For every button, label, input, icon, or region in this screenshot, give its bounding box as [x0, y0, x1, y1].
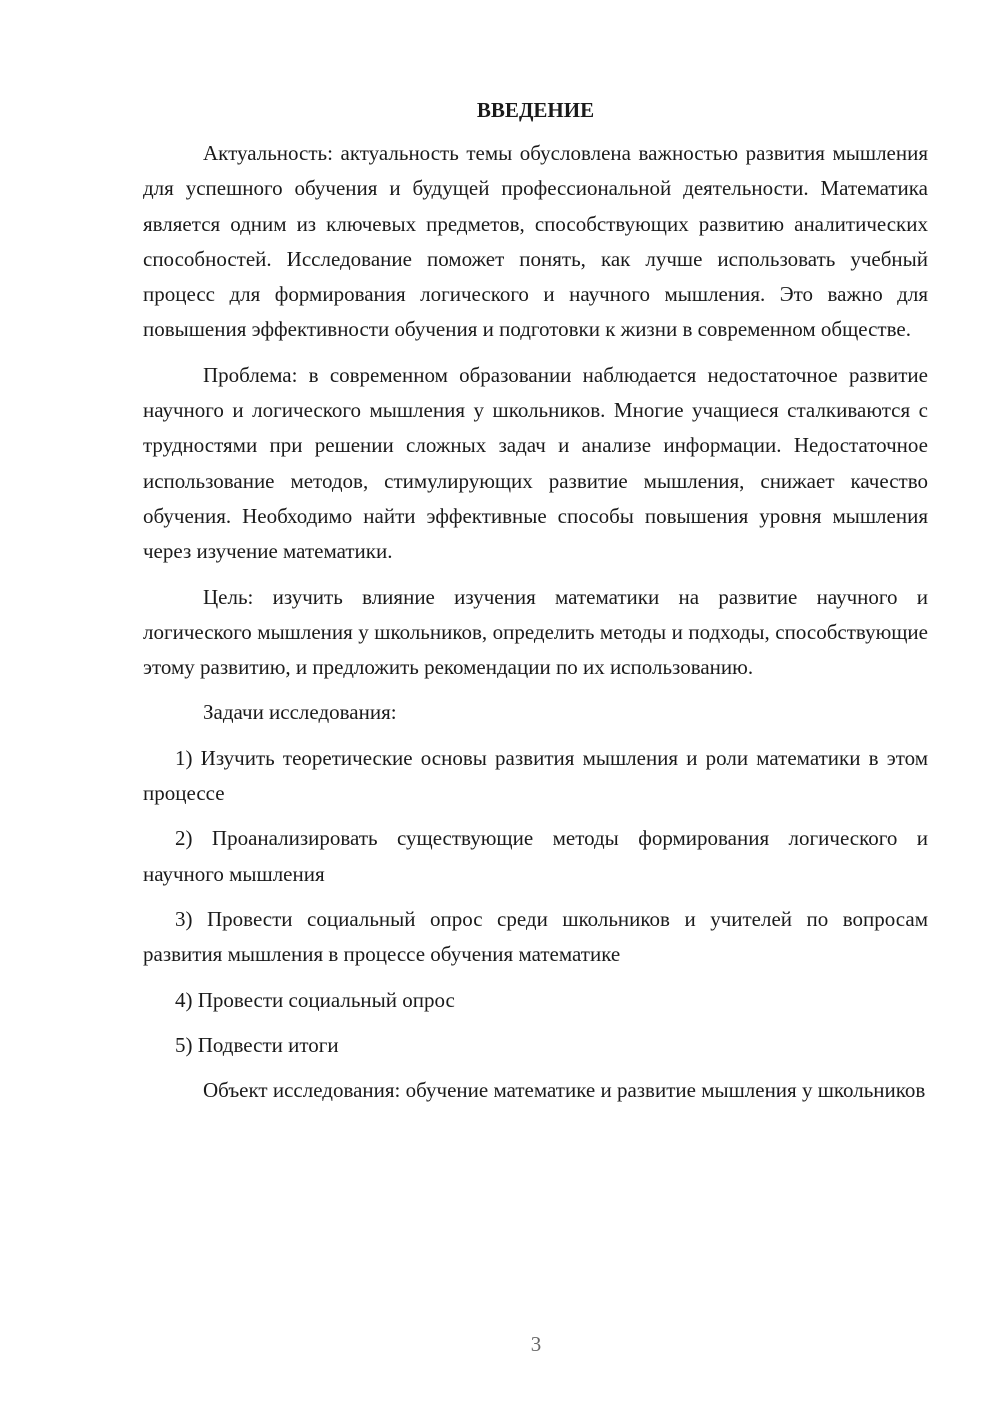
list-item: 4) Провести социальный опрос [175, 987, 455, 1012]
list-item: 1) Изучить теоретические основы развития мышления и роли математики в этом процессе [143, 745, 928, 806]
tasks-list [143, 741, 928, 1063]
list-item: 2) Проанализировать существующие методы формирования логического и научного мышления [143, 826, 928, 886]
page-title: ВВЕДЕНИЕ [476, 98, 595, 122]
paragraph-relevance: Актуальность: актуальность темы обусловлена важностью развития мышления для успешного обучения и будущей профессиональной деятельности. Математика является одним из ключевых предметов, способствующих развитию аналитических способностей. Исследование поможет понять, как лучше использовать учебный процесс для формирования логического и научного мышления. Это важно для повышения эффективности обучения и подготовки к жизни в современном обществе. [143, 141, 928, 342]
tasks-heading: Задачи исследования: [203, 700, 397, 725]
document-page [143, 90, 928, 1118]
paragraph-problem: Проблема: в современном образовании наблюдается недостаточное развитие научного и логического мышления у школьников. Многие учащиеся сталкиваются с трудностями при решении сложных задач и анализе информации. Недостаточное использование методов, стимулирующих развитие мышления, снижает качество обучения. Необходимо найти эффективные способы повышения уровня мышления через изучение математики. [143, 362, 928, 564]
list-item: 3) Провести социальный опрос среди школьников и учителей по вопросам развития мышления в процессе обучения математике [143, 906, 928, 967]
paragraph-object: Объект исследования: обучение математике и развитие мышления у школьников [203, 1078, 926, 1103]
list-item: 5) Подвести итоги [175, 1032, 339, 1057]
page-number: 3 [530, 1332, 542, 1356]
paragraph-goal: Цель: изучить влияние изучения математики на развитие научного и логического мышления у школьников, определить методы и подходы, способствующие этому развитию, и предложить рекомендации по их использованию. [143, 584, 928, 680]
